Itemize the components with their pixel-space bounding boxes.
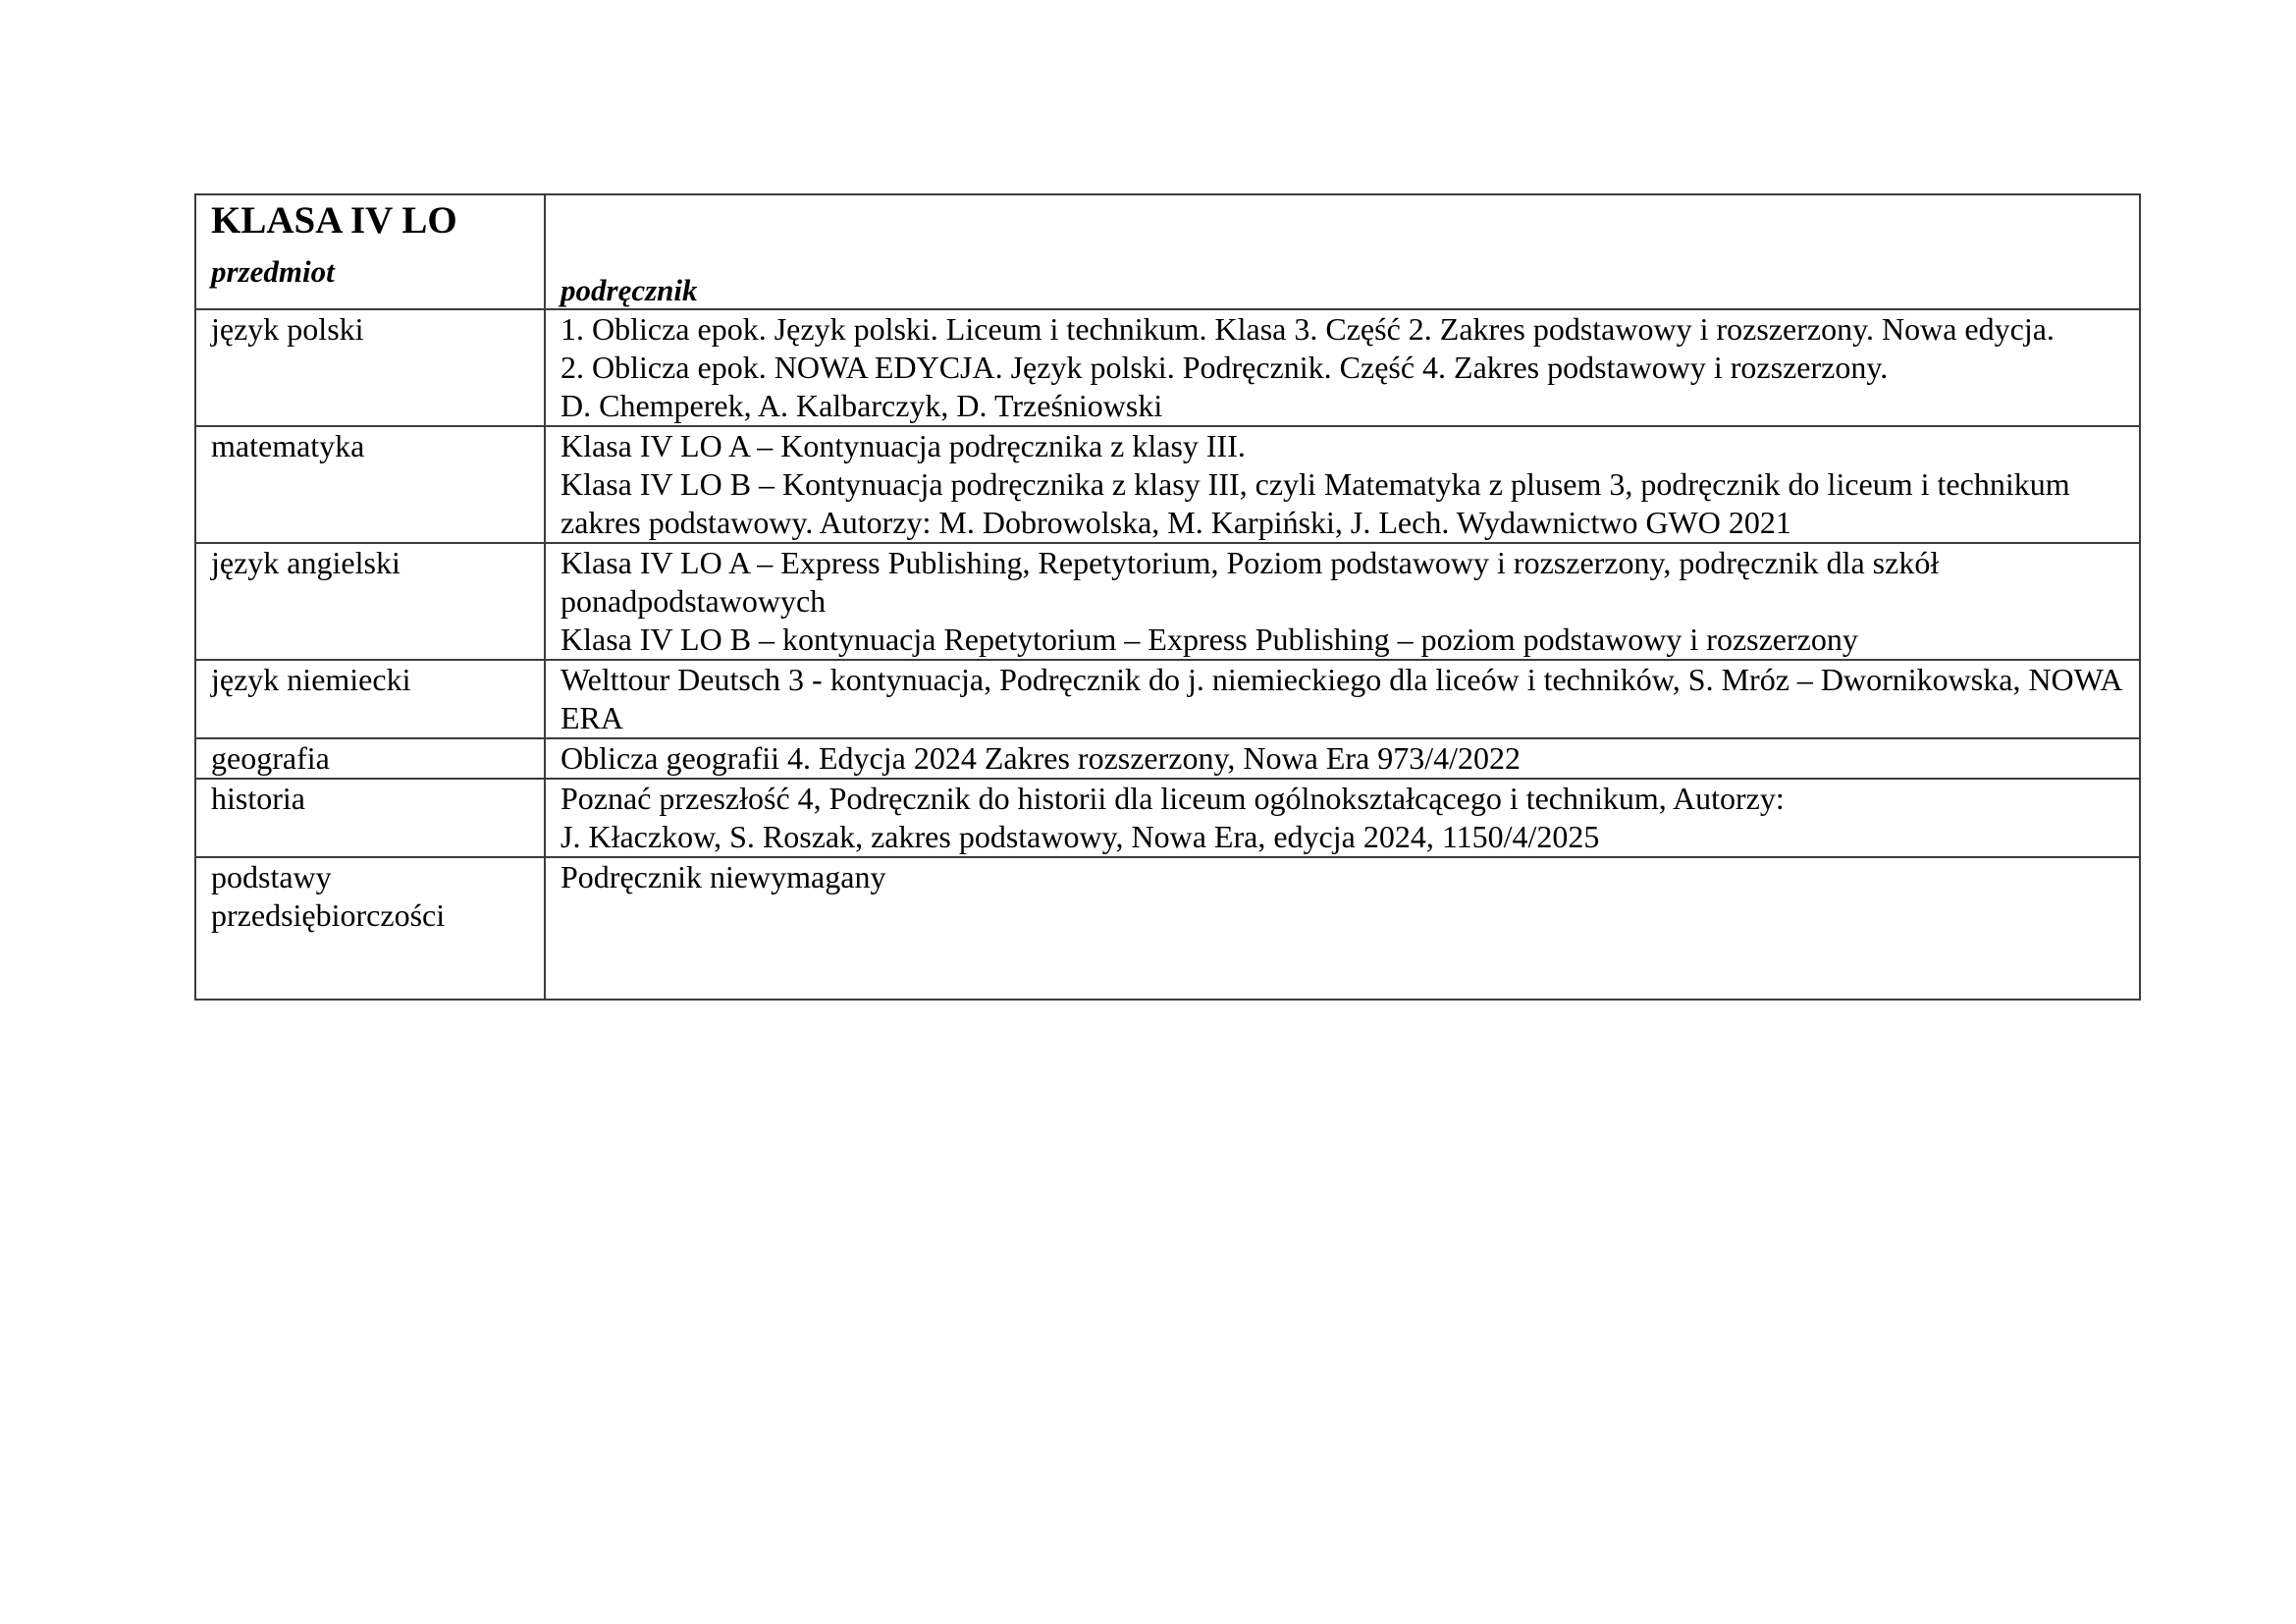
- book-line: 2. Oblicza epok. NOWA EDYCJA. Język polski. Podręcznik. Część 4. Zakres podstawowy i rozszerzony.: [561, 350, 1889, 385]
- book-cell: [545, 779, 2140, 857]
- book-cell: [545, 543, 2140, 660]
- book-cell: [545, 660, 2140, 738]
- book-cell: [545, 738, 2140, 779]
- subject-cell: historia: [195, 779, 545, 857]
- textbook-table: [194, 193, 2141, 1001]
- book-column-header: podręcznik: [561, 273, 698, 307]
- book-line: J. Kłaczkow, S. Roszak, zakres podstawowy, Nowa Era, edycja 2024, 1150/4/2025: [561, 819, 1600, 854]
- subject-column-header: przedmiot: [211, 254, 335, 289]
- table-row-geography: [195, 738, 2140, 779]
- book-line: Klasa IV LO B – Kontynuacja podręcznika z klasy III, czyli Matematyka z plusem 3, podręcznik do liceum i technikum zakres podstawowy. Autorzy: M. Dobrowolska, M. Karpiński, J. Lech. Wydawnictwo GWO 2021: [561, 466, 2070, 540]
- book-cell: [545, 857, 2140, 1000]
- subject-cell: język polski: [195, 309, 545, 426]
- table-row-polish: [195, 309, 2140, 426]
- book-line: Poznać przeszłość 4, Podręcznik do historii dla liceum ogólnokształcącego i technikum, Autorzy:: [561, 781, 1785, 816]
- header-book-cell: [545, 194, 2140, 309]
- book-cell: [545, 309, 2140, 426]
- subject-cell: geografia: [195, 738, 545, 779]
- table-row-math: [195, 426, 2140, 543]
- subject-cell: język angielski: [195, 543, 545, 660]
- book-line: 1. Oblicza epok. Język polski. Liceum i technikum. Klasa 3. Część 2. Zakres podstawowy i rozszerzony. Nowa edycja.: [561, 311, 2055, 347]
- class-title: KLASA IV LO: [211, 199, 457, 242]
- table-row-english: [195, 543, 2140, 660]
- book-line: Podręcznik niewymagany: [561, 859, 886, 894]
- book-line: Klasa IV LO A – Express Publishing, Repetytorium, Poziom podstawowy i rozszerzony, podręcznik dla szkół ponadpodstawowych: [561, 545, 1940, 619]
- book-cell: [545, 426, 2140, 543]
- table-header-row: [195, 194, 2140, 309]
- subject-cell: podstawy przedsiębiorczości: [195, 857, 545, 1000]
- subject-cell: matematyka: [195, 426, 545, 543]
- subject-cell: język niemiecki: [195, 660, 545, 738]
- book-line: Klasa IV LO B – kontynuacja Repetytorium – Express Publishing – poziom podstawowy i rozszerzony: [561, 622, 1858, 657]
- book-line: Oblicza geografii 4. Edycja 2024 Zakres rozszerzony, Nowa Era 973/4/2022: [561, 740, 1522, 776]
- book-line: Welttour Deutsch 3 - kontynuacja, Podręcznik do j. niemieckiego dla liceów i techników, S. Mróz – Dwornikowska, NOWA ERA: [561, 662, 2121, 735]
- book-line: Klasa IV LO A – Kontynuacja podręcznika z klasy III.: [561, 428, 1246, 463]
- table-row-history: [195, 779, 2140, 857]
- table-row-entrepreneurship: [195, 857, 2140, 1000]
- table-row-german: [195, 660, 2140, 738]
- header-subject-cell: [195, 194, 545, 309]
- book-line: D. Chemperek, A. Kalbarczyk, D. Trześniowski: [561, 388, 1163, 423]
